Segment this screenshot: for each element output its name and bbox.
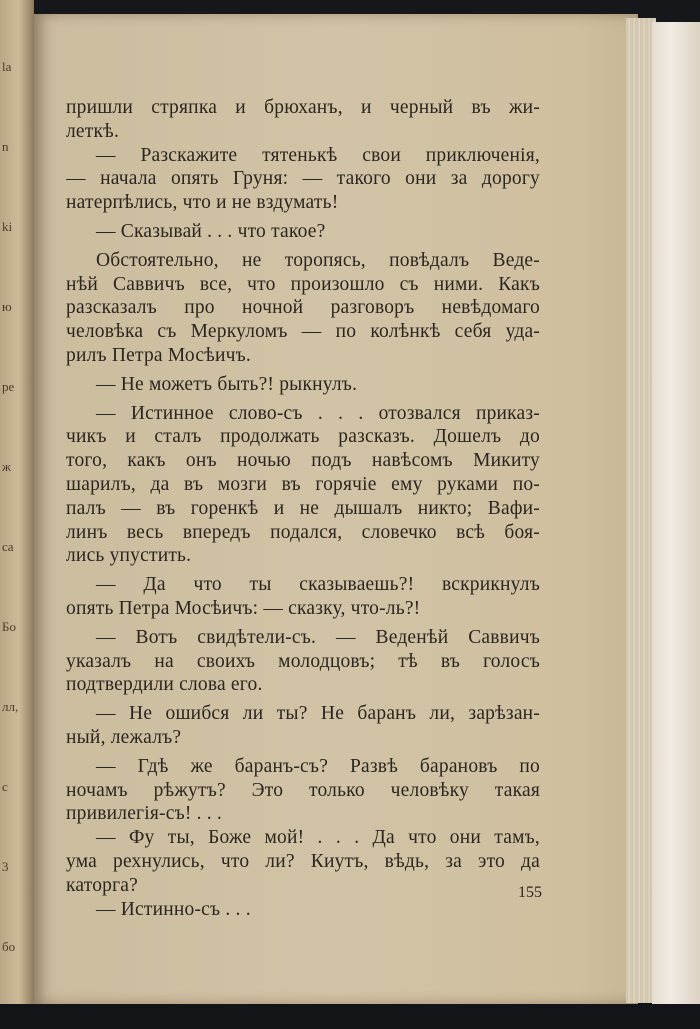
text-line: — Разскажите тятенькѣ свои приключенія,	[96, 144, 540, 166]
book-cover-edge	[652, 22, 700, 1007]
text-line: чикъ и сталъ продолжать разсказъ. Дошелъ до	[66, 426, 540, 448]
left-page-fragment: ж	[2, 459, 11, 474]
left-page-fragment: Бо	[2, 619, 16, 634]
left-page-fragment: n	[2, 139, 9, 154]
text-line: нѣй Саввичъ все, что произошло съ ними. Какъ	[66, 273, 540, 295]
text-line: лись упустить.	[66, 545, 192, 567]
text-line: — Вотъ свидѣтели-съ. — Веденѣй Саввичъ	[96, 626, 540, 648]
text-line: человѣка съ Меркуломъ — по колѣнкѣ себя уда-	[66, 321, 540, 343]
page-number: 155	[518, 884, 542, 901]
page-text	[66, 96, 540, 921]
text-line: пришли стряпка и брюханъ, и черный въ жи-	[66, 97, 540, 118]
text-line: указалъ на своихъ молодцовъ; тѣ въ голосъ	[66, 650, 540, 672]
text-line: — начала опять Груня: — такого они за дорогу	[66, 168, 540, 190]
text-line: палъ — въ горенкѣ и не дышалъ никто; Вафи-	[66, 497, 540, 519]
left-page-fragment: pe	[2, 379, 15, 394]
text-line: — Сказывай . . . что такое?	[96, 220, 326, 242]
left-page-fragment: ki	[2, 219, 13, 234]
text-line: рилъ Петра Мосѣичъ.	[66, 344, 251, 366]
left-page-fragment: 3	[2, 859, 9, 874]
text-line: ный, лежалъ?	[66, 726, 182, 748]
text-line: опять Петра Мосѣичъ: — сказку, что-ль?!	[66, 597, 421, 619]
text-line: — Истинно-съ . . .	[96, 898, 251, 920]
text-line: ума рехнулись, что ли? Киутъ, вѣдь, за это да	[66, 850, 540, 872]
text-line: — Фу ты, Боже мой! . . . Да что они тамъ,	[96, 827, 540, 849]
left-page-fragment: лл,	[2, 699, 19, 714]
text-line: каторга?	[66, 874, 139, 896]
text-line: подтвердили слова его.	[66, 674, 263, 696]
text-line: линъ весь впередъ подался, словечко всѣ боя-	[66, 521, 540, 543]
text-line: разсказалъ про ночной разговоръ невѣдомаго	[66, 297, 540, 319]
text-line: — Гдѣ же баранъ-съ? Развѣ барановъ по	[96, 755, 540, 777]
left-page-edge	[0, 0, 34, 1010]
left-page-fragment: c	[2, 779, 8, 794]
left-page-fragment: ю	[2, 299, 12, 314]
text-line: ночамъ рѣжутъ? Это только человѣку такая	[66, 779, 540, 801]
text-line: привилегія-съ! . . .	[66, 803, 223, 825]
text-line: — Истинное слово-съ . . . отозвался приказ-	[96, 402, 540, 424]
text-line: шарилъ, да въ мозги въ горячіе ему руками по-	[66, 473, 540, 495]
text-line: — Да что ты сказываешь?! вскрикнулъ	[96, 574, 540, 596]
text-line: натерпѣлись, что и не вздумать!	[66, 192, 339, 214]
text-line: — Не ошибся ли ты? Не баранъ ли, зарѣзан-	[96, 703, 540, 725]
text-line: того, какъ онъ ночью подъ навѣсомъ Микиту	[66, 450, 540, 472]
text-line: Обстоятельно, не торопясь, повѣдалъ Веде-	[96, 249, 540, 271]
left-page-fragment: бо	[2, 939, 16, 954]
text-line: леткѣ.	[66, 120, 120, 142]
background-bottom	[0, 1004, 700, 1029]
left-page-fragment: ca	[2, 539, 14, 554]
text-line: — Не можетъ быть?! рыкнулъ.	[96, 373, 358, 395]
left-page-fragment: la	[2, 59, 12, 74]
